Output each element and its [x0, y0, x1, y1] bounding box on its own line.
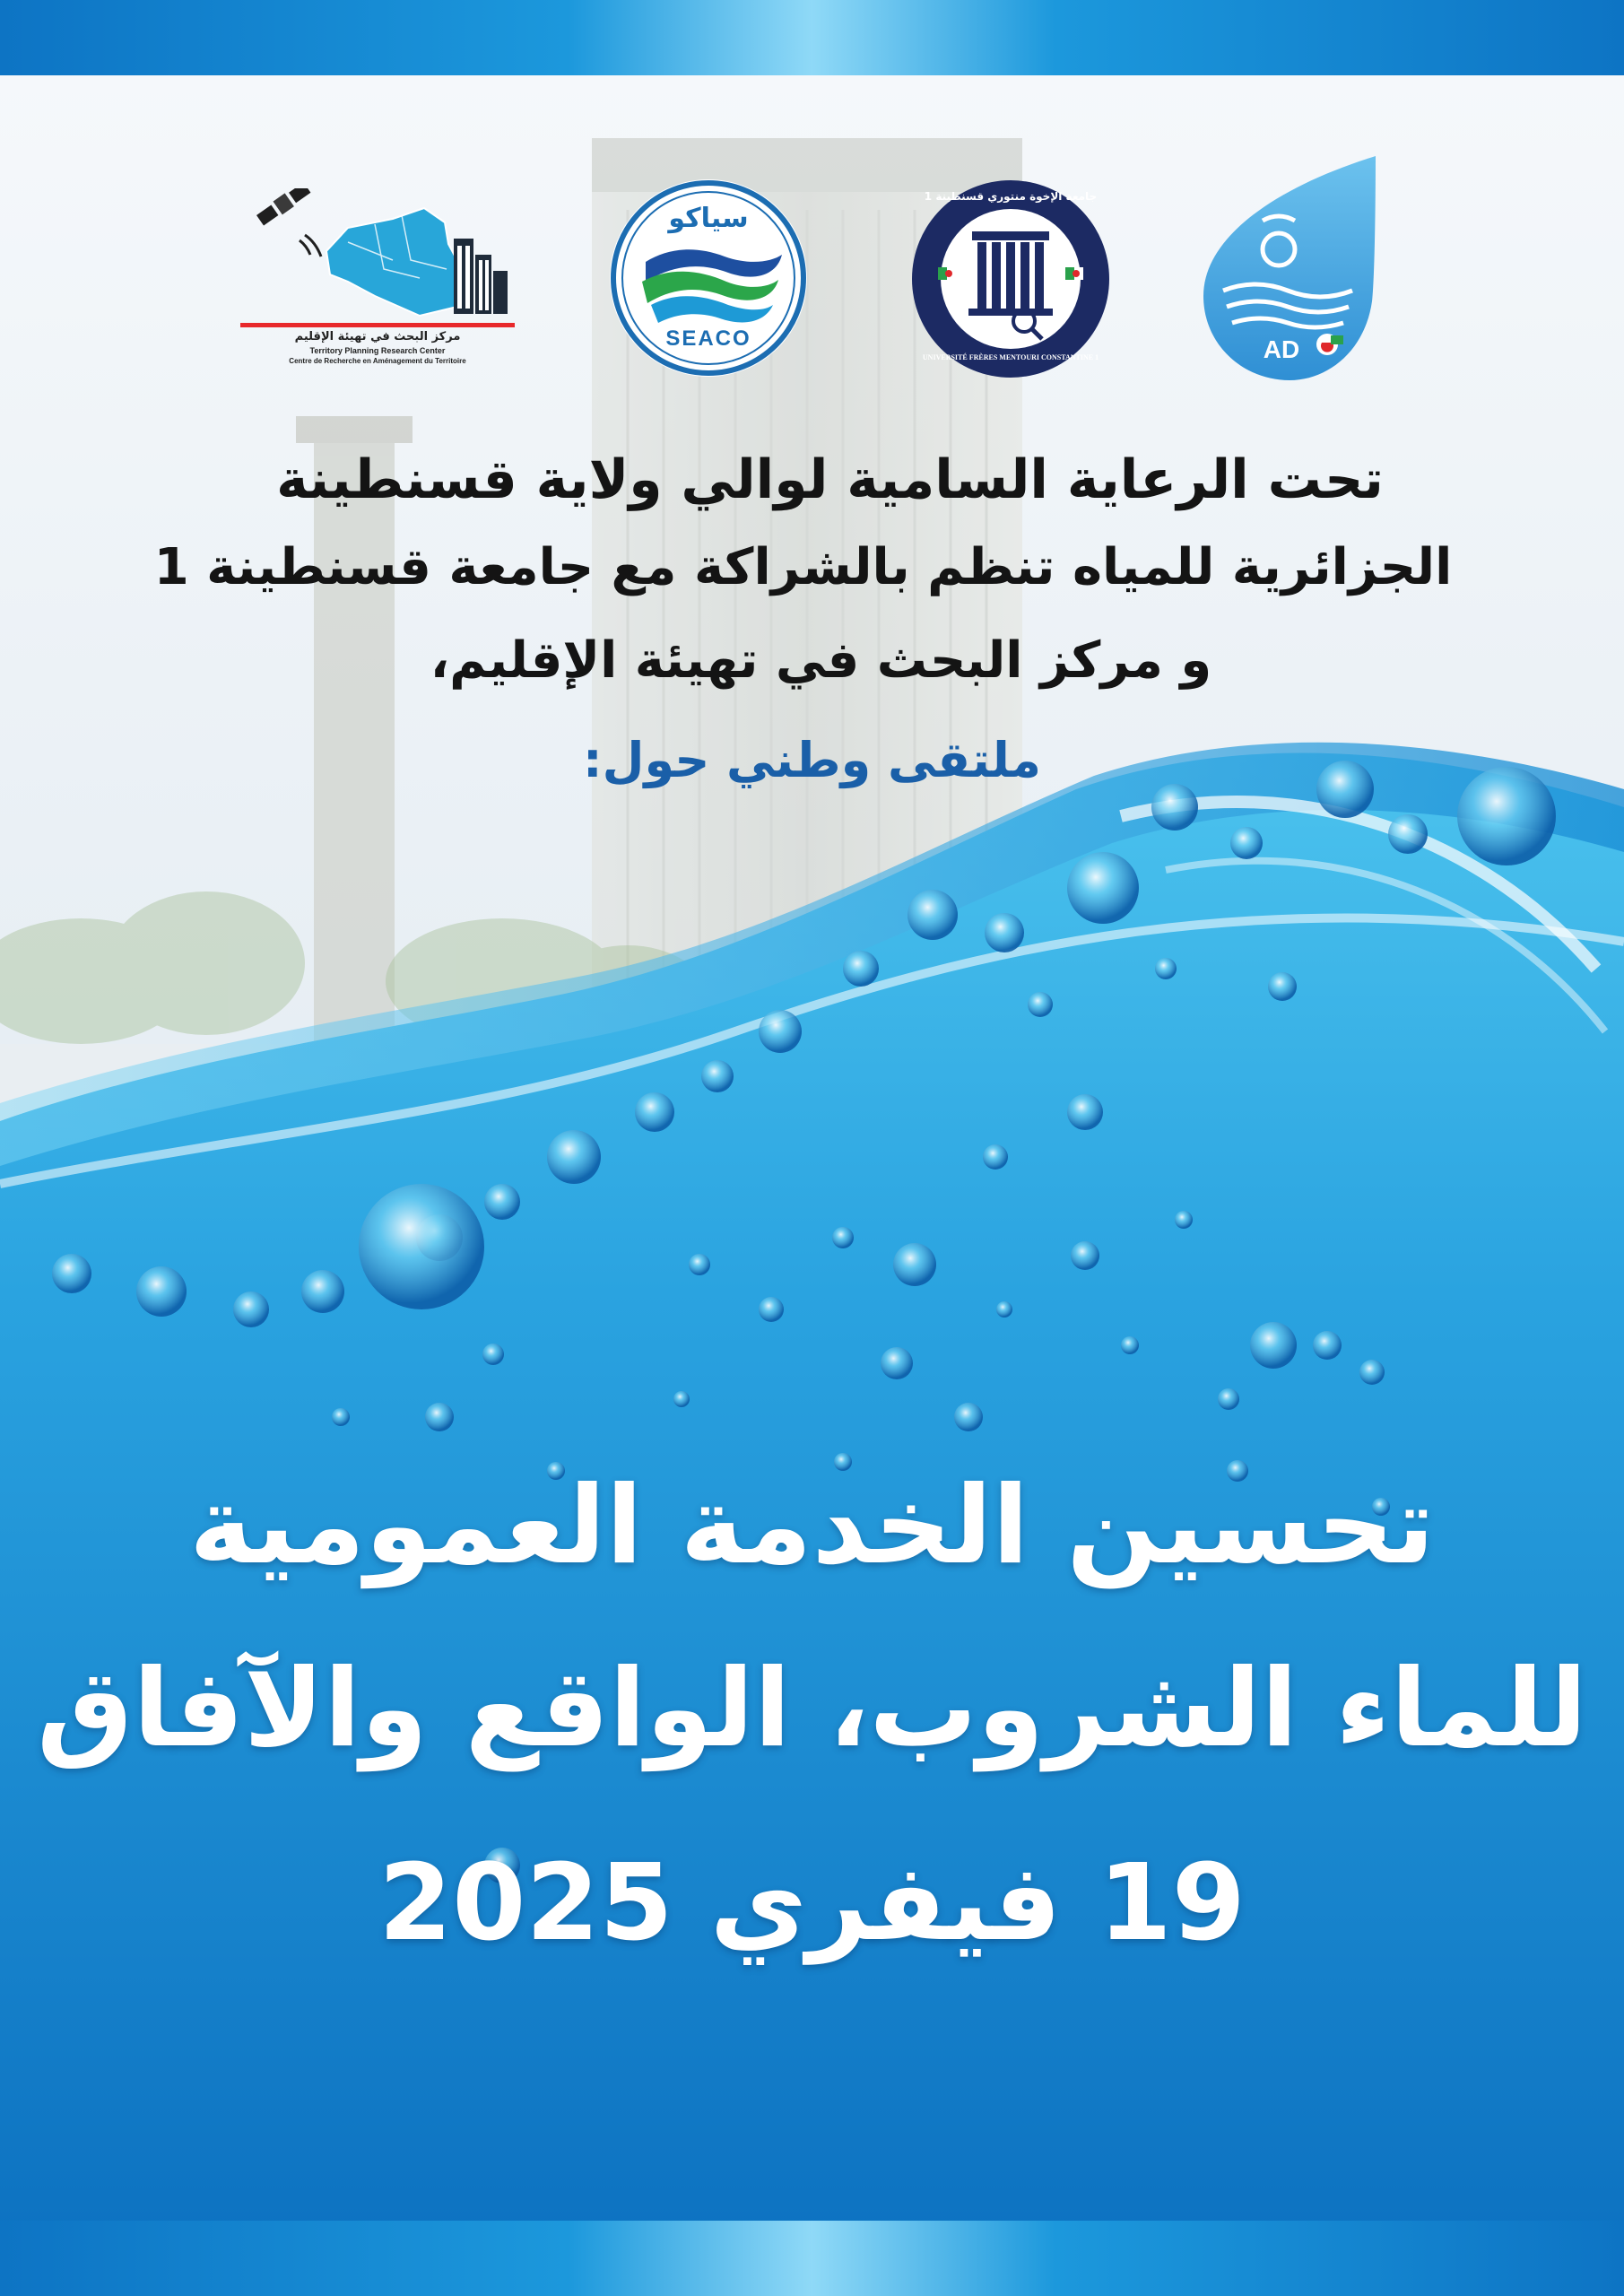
top-band	[0, 0, 1624, 75]
ade-logo	[1196, 151, 1386, 386]
main-title-line-1: تحسين الخدمة العمومية	[189, 1464, 1435, 1588]
crat-french-name: Centre de Recherche en Aménagement du Territoire	[289, 357, 466, 365]
university-logo	[909, 178, 1112, 380]
crat-red-rule	[240, 323, 515, 327]
bottom-band	[0, 2221, 1624, 2296]
header-line-2: الجزائرية للمياه تنظم بالشراكة مع جامعة قسنطينة 1	[153, 538, 1453, 596]
algeria-map-satellite-icon	[240, 188, 515, 323]
event-date: 19 فيفري 2025	[378, 1840, 1246, 1964]
university-french-name: UNIVERSITÉ FRÈRES MENTOURI CONSTANTINE 1	[922, 353, 1099, 361]
seaco-latin-name: SEACO	[665, 326, 751, 351]
crat-logo	[240, 188, 515, 368]
crat-arabic-name: مركز البحث في تهيئة الإقليم	[294, 330, 461, 344]
header-line-3: و مركز البحث في تهيئة الإقليم،	[430, 631, 1212, 690]
seaco-logo	[606, 176, 811, 380]
header-line-1: تحت الرعاية السامية لوالي ولاية قسنطينة	[276, 448, 1384, 511]
university-building-icon	[909, 178, 1112, 380]
forum-label: ملتقى وطني حول:	[583, 732, 1041, 788]
university-arabic-name: جامعة الإخوة منتوري قسنطينة 1	[924, 190, 1098, 203]
crat-english-name: Territory Planning Research Center	[309, 346, 446, 355]
seaco-arabic-name: سياكو	[668, 203, 749, 234]
ade-latin-name: AD	[1263, 335, 1300, 363]
main-title-line-2: للماء الشروب، الواقع والآفاق	[36, 1647, 1588, 1771]
